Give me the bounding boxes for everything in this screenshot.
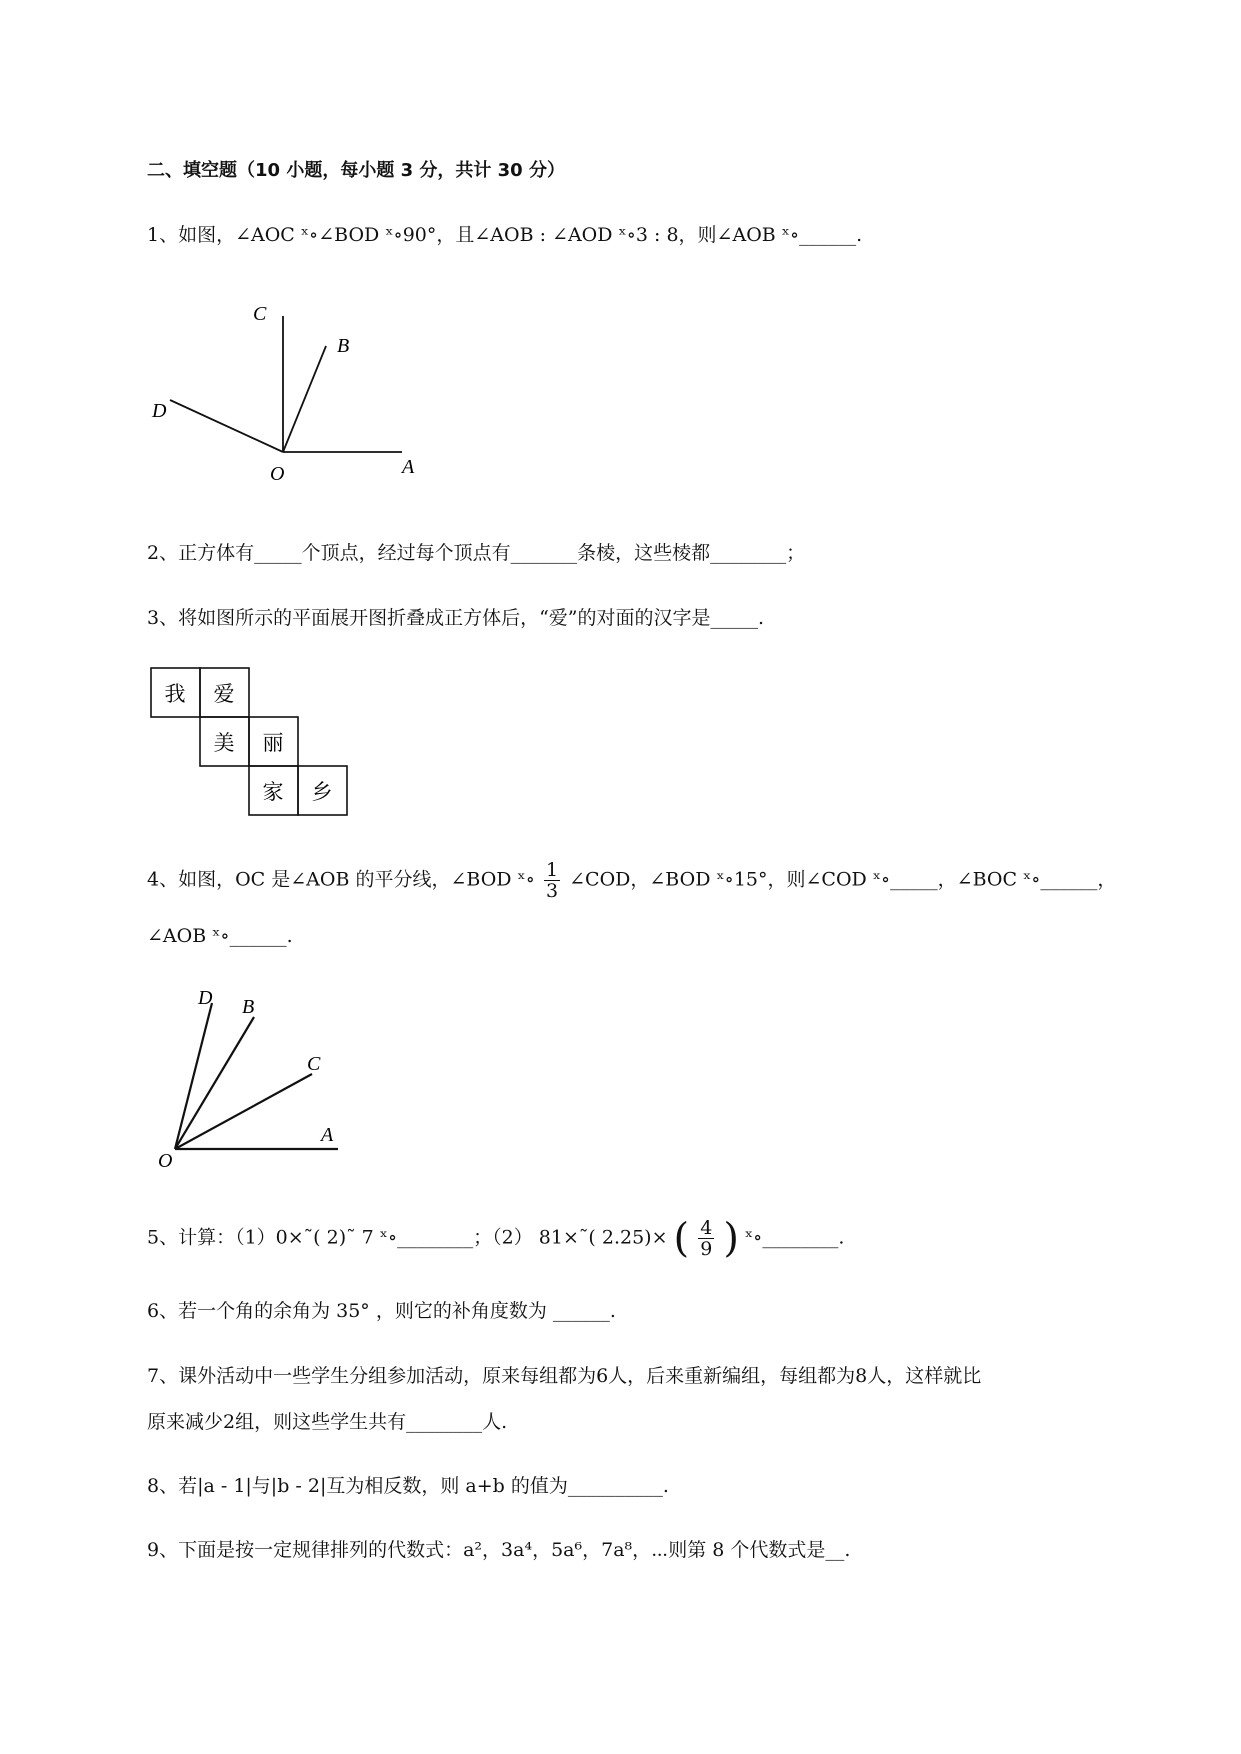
q5-part-a: 5、计算：（1）0×˜( 2)˜ 7 ˣ∘________；（2） 81×˜( 2.25)×	[147, 1226, 668, 1249]
question-8-text: 8、若|a - 1|与|b - 2|互为相反数，则 a+b 的值为__________.	[147, 1475, 669, 1497]
section-title: 二、填空题（10 小题，每小题 3 分，共计 30 分）	[147, 160, 565, 181]
q4-frac-num: 1	[545, 859, 559, 881]
net-cell-2: 爱	[213, 682, 235, 706]
q4-part-b: ∠COD，∠BOD ˣ∘15°，则∠COD ˣ∘_____，∠BOC ˣ∘______，	[569, 868, 1117, 891]
net-cell-1: 我	[164, 682, 186, 706]
question-7-line-2: 原来减少2组，则这些学生共有________人.	[147, 1411, 508, 1433]
net-cell-4: 丽	[262, 731, 284, 755]
q4-frac-den: 3	[545, 880, 559, 902]
net-cell-6: 乡	[311, 780, 333, 804]
label-d: D	[152, 400, 167, 422]
q4-fraction	[544, 860, 560, 901]
label-b: B	[337, 335, 350, 357]
q5-fraction	[698, 1218, 714, 1259]
cube-net	[150, 667, 360, 819]
q5-frac-num: 4	[700, 1217, 713, 1239]
net-cell-5: 家	[262, 780, 284, 804]
q4-part-a: 4、如图，OC 是∠AOB 的平分线，∠BOD ˣ∘	[147, 868, 535, 891]
ray-oc-4	[175, 1074, 312, 1149]
q5-frac-den: 9	[700, 1238, 713, 1260]
label-d-4: D	[198, 987, 213, 1009]
question-2-text: 2、正方体有_____个顶点，经过每个顶点有_______条棱，这些棱都________；	[147, 542, 806, 564]
q5-part-b: ˣ∘________.	[745, 1226, 845, 1249]
question-4-line-2: ∠AOB ˣ∘______.	[147, 925, 293, 947]
label-a-4: A	[321, 1124, 334, 1146]
question-4-text	[147, 860, 1116, 901]
label-o-4: O	[158, 1150, 173, 1172]
ray-ob-4	[175, 1017, 254, 1149]
ray-ob	[283, 346, 326, 452]
label-b-4: B	[242, 996, 255, 1018]
question-1-text: 1、如图，∠AOC ˣ∘∠BOD ˣ∘90°，且∠AOB : ∠AOD ˣ∘3 : 8，则∠AOB ˣ∘______.	[147, 224, 863, 246]
label-c-4: C	[307, 1053, 321, 1075]
label-a: A	[402, 456, 415, 478]
ray-od-4	[175, 1003, 212, 1149]
question-4-figure	[150, 985, 350, 1175]
q5-paren-open: (	[673, 1215, 690, 1262]
question-9-text: 9、下面是按一定规律排列的代数式：a²，3a⁴，5a⁶，7a⁸，⋯则第 8 个代数式是__.	[147, 1539, 851, 1561]
question-1-figure	[140, 300, 430, 490]
label-o: O	[270, 463, 285, 485]
question-7-line-1: 7、课外活动中一些学生分组参加活动，原来每组都为6人，后来重新编组，每组都为8人，这样就比	[147, 1365, 982, 1387]
question-3-text: 3、将如图所示的平面展开图折叠成正方体后，“爱”的对面的汉字是_____.	[147, 607, 765, 629]
ray-od	[170, 400, 283, 452]
question-6-text: 6、若一个角的余角为 35° ，则它的补角度数为 ______.	[147, 1300, 616, 1322]
label-c: C	[253, 303, 267, 325]
q5-paren-close: )	[723, 1215, 739, 1262]
net-cell-3: 美	[213, 731, 235, 755]
question-5-text	[147, 1215, 845, 1262]
